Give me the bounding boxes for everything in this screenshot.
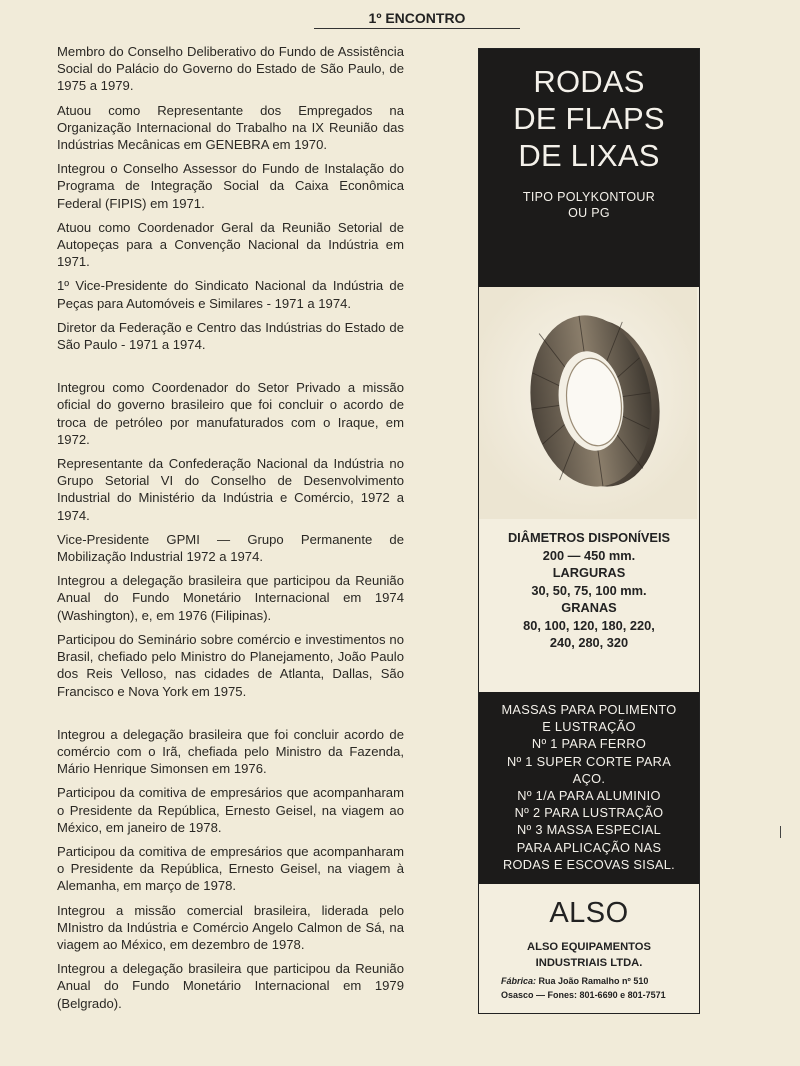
company-address (501, 974, 691, 1002)
spec-line: DIÂMETROS DISPONÍVEIS (507, 530, 671, 545)
spec-line: 200 — 450 mm. (542, 547, 636, 563)
bio-paragraph: Membro do Conselho Deliberativo do Fundo de Assistência Social do Palácio do Governo do Estado de São Paulo, de 1975 a 1979. (57, 44, 404, 94)
bio-paragraph: Integrou o Conselho Assessor do Fundo de Instalação do Programa de Integração Social da Caixa Econômica Federal (FIPIS) em 1971. (57, 161, 404, 211)
massas-line: Nº 3 MASSA ESPECIAL (516, 822, 662, 838)
bio-paragraph: Integrou a delegação brasileira que foi concluir acordo de comércio com o Irã, chefiada pelo Ministro da Fazenda, Mário Henrique Simonsen em 1976. (57, 726, 404, 777)
bio-paragraph: Participou da comitiva de empresários que acompanharam o Presidente da República, Ernesto Geisel, na viagem à Alemanha, em março de 1978. (57, 843, 404, 894)
bio-paragraph: Participou do Seminário sobre comércio e investimentos no Brasil, chefiado pelo Ministro do Planejamento, João Paulo dos Reis Velloso, nas cidades de Atlanta, Dallas, São Francisco e Nova York em 1975. (57, 631, 404, 699)
massas-line: Nº 2 PARA LUSTRAÇÃO (514, 805, 664, 821)
page-header: 1º ENCONTRO (314, 10, 520, 29)
bio-paragraph: 1º Vice-Presidente do Sindicato Nacional da Indústria de Peças para Automóveis e Similares - 1971 a 1974. (57, 278, 404, 311)
brand-logo: ALSO (549, 897, 629, 929)
bio-paragraph: Integrou como Coordenador do Setor Privado a missão oficial do governo brasileiro que foi concluir o acordo de troca de petróleo por manufaturados com o Iraque, em 1972. (57, 380, 404, 447)
bio-paragraph: Representante da Confederação Nacional da Indústria no Grupo Setorial VI do Conselho de Desenvolvimento Industrial do Ministério da Indústria e Comércio, 1972 a 1974. (57, 456, 404, 523)
massas-line: Nº 1 SUPER CORTE PARA (506, 753, 672, 769)
phone-line (501, 988, 691, 1002)
spec-line: 240, 280, 320 (549, 635, 629, 650)
factory-label: Fábrica: (501, 976, 537, 986)
bio-paragraph: Participou da comitiva de empresários que acompanharam o Presidente da República, Ernesto Geisel, na viagem ao México, em janeiro de 1978. (57, 785, 404, 835)
print-mark (780, 826, 781, 838)
bio-paragraph: Integrou a delegação brasileira que participou da Reunião Anual do Fundo Monetário Internacional em 1974 (Washington), e, em 1976 (Filipinas). (57, 573, 404, 623)
advertisement (478, 48, 700, 1014)
spec-line: LARGURAS (552, 565, 626, 580)
massas-line: PARA APLICAÇÃO NAS (516, 839, 662, 855)
spec-line: 30, 50, 75, 100 mm. (531, 582, 647, 598)
massas-line: AÇO. (572, 770, 606, 786)
spec-line: 80, 100, 120, 180, 220, (523, 617, 655, 633)
flap-wheel-illustration (479, 287, 697, 519)
factory-value: Rua João Ramalho nº 510 (538, 976, 649, 986)
massas-line: Nº 1/A PARA ALUMINIO (517, 788, 661, 804)
spec-line: GRANAS (561, 600, 617, 615)
flap-wheel-photo-icon (479, 287, 699, 519)
bio-paragraph: Integrou a missão comercial brasileira, liderada pelo MInistro da Indústria e Comércio Angelo Calmon de Sá, na viagem ao México, em dezembro de 1978. (57, 902, 404, 952)
massas-line: Nº 1 PARA FERRO (531, 736, 647, 752)
bio-group-1 (57, 43, 404, 353)
polishing-compounds-panel (479, 692, 699, 884)
factory-address (501, 974, 691, 988)
bio-paragraph: Diretor da Federação e Centro das Indústrias do Estado de São Paulo - 1971 a 1974. (57, 319, 404, 353)
ad-subtitle: TIPO POLYKONTOUR OU PG (522, 190, 656, 220)
bio-group-2 (57, 379, 404, 699)
massas-line: MASSAS PARA POLIMENTO (501, 702, 677, 717)
phone-value: — Fones: 801-6690 e 801-7571 (536, 990, 666, 1000)
bio-paragraph: Integrou a delegação brasileira que participou da Reunião Anual do Fundo Monetário Internacional em 1979 (Belgrado). (57, 961, 404, 1011)
bio-group-3 (57, 726, 404, 1012)
company-name: ALSO EQUIPAMENTOS INDUSTRIAIS LTDA. (527, 941, 651, 969)
massas-line: E LUSTRAÇÃO (542, 719, 636, 735)
biography-column (57, 43, 404, 1019)
ad-header-panel (479, 49, 699, 287)
city-label: Osasco (501, 990, 534, 1000)
bio-paragraph: Atuou como Representante dos Empregados na Organização Internacional do Trabalho na IX Reunião das Indústrias Mecânicas em GENEBRA em 1970. (57, 102, 404, 153)
ad-title: RODAS DE FLAPS DE LIXAS (513, 64, 665, 173)
specifications (479, 529, 699, 652)
bio-paragraph: Atuou como Coordenador Geral da Reunião Setorial de Autopeças para a Convenção Nacional da Indústria em 1971. (57, 219, 404, 270)
massas-line: RODAS E ESCOVAS SISAL. (502, 856, 676, 872)
bio-paragraph: Vice-Presidente GPMI — Grupo Permanente de Mobilização Industrial 1972 a 1974. (57, 531, 404, 565)
